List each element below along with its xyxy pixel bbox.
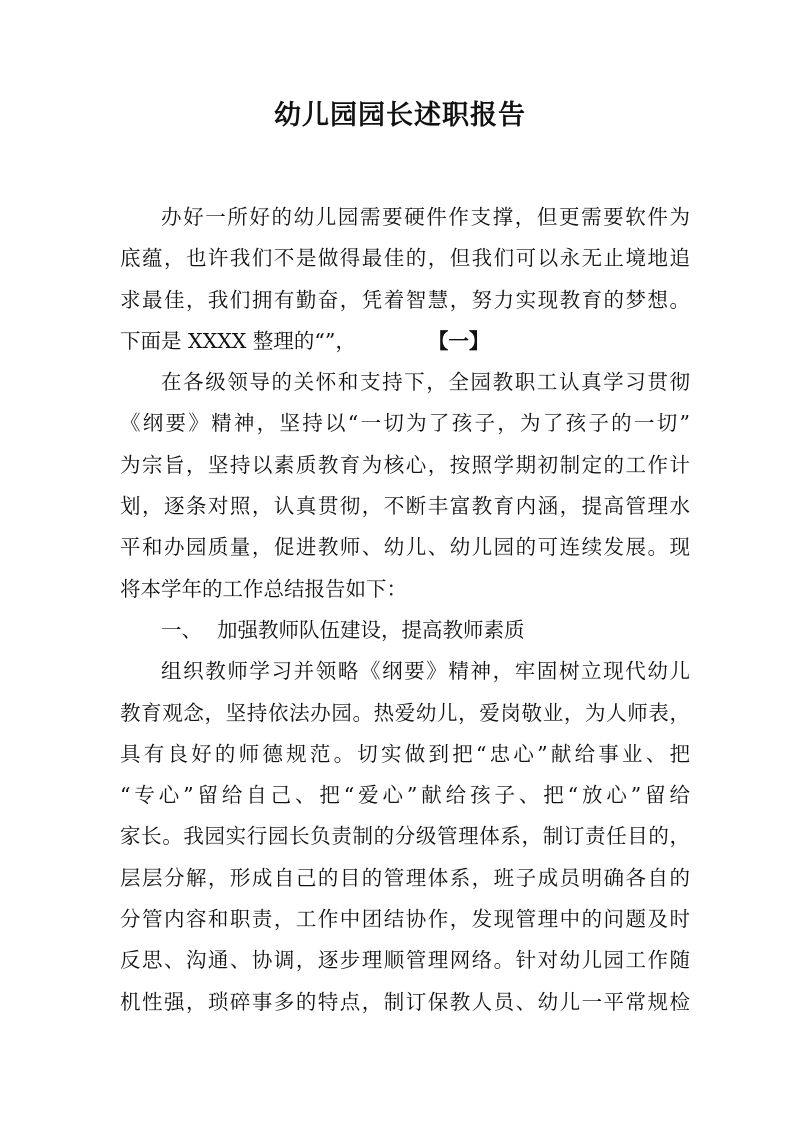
- document-title: 幼儿园园长述职报告: [274, 100, 526, 131]
- section-heading: [120, 610, 690, 651]
- para2-line: “专心”留给自己、把“爱心”献给孩子、把“放心”留给: [120, 783, 690, 808]
- para2-line: 组织教师学习并领略《纲要》精神，牢固树立现代幼儿: [161, 659, 690, 684]
- para1-line: 平和办园质量，促进教师、幼儿、幼儿园的可连续发展。现: [120, 535, 690, 560]
- para1-line: 在各级领导的关怀和支持下，全园教职工认真学习贯彻: [161, 370, 690, 395]
- para1-line: 《纲要》精神，坚持以“一切为了孩子，为了孩子的一切”: [120, 411, 690, 436]
- intro-line: 底蕴，也许我们不是做得最佳的，但我们可以永无止境地追: [120, 246, 690, 271]
- intro-lead-text: 下面是 XXXX 整理的“”，: [120, 328, 356, 353]
- section-heading-text: 加强教师队伍建设，提高教师素质: [217, 617, 525, 642]
- section-heading-number: 一、: [161, 617, 202, 642]
- intro-line: 办好一所好的幼儿园需要硬件作支撑，但更需要软件为: [161, 205, 690, 229]
- para1-line: 划，逐条对照，认真贯彻，不断丰富教育内涵，提高管理水: [120, 494, 690, 519]
- para2-line: 教育观念，坚持依法办园。热爱幼儿，爱岗敬业，为人师表，: [120, 700, 690, 725]
- intro-last-line: [120, 321, 690, 362]
- para2-line: 家长。我园实行园长负责制的分级管理体系，制订责任目的，: [120, 824, 690, 849]
- para2-line: 机性强，琐碎事多的特点，制订保教人员、幼儿一平常规检: [120, 989, 690, 1014]
- para2-line: 分管内容和职责，工作中团结协作，发现管理中的问题及时: [120, 907, 690, 932]
- para2-line: 具有良好的师德规范。切实做到把“忠心”献给事业、把: [120, 741, 690, 766]
- document-body: [120, 197, 690, 1023]
- para1-last-line: 将本学年的工作总结报告如下：: [120, 576, 407, 601]
- para1-line: 为宗旨，坚持以素质教育为核心，按照学期初制定的工作计: [120, 452, 690, 477]
- para2-line: 反思、沟通、协调，逐步理顺管理网络。针对幼儿园工作随: [120, 948, 690, 973]
- para2-line: 层层分解，形成自己的目的管理体系，班子成员明确各自的: [120, 865, 690, 890]
- intro-line: 求最佳，我们拥有勤奋，凭着智慧，努力实现教育的梦想。: [120, 287, 690, 312]
- section-marker: 【一】: [427, 328, 490, 353]
